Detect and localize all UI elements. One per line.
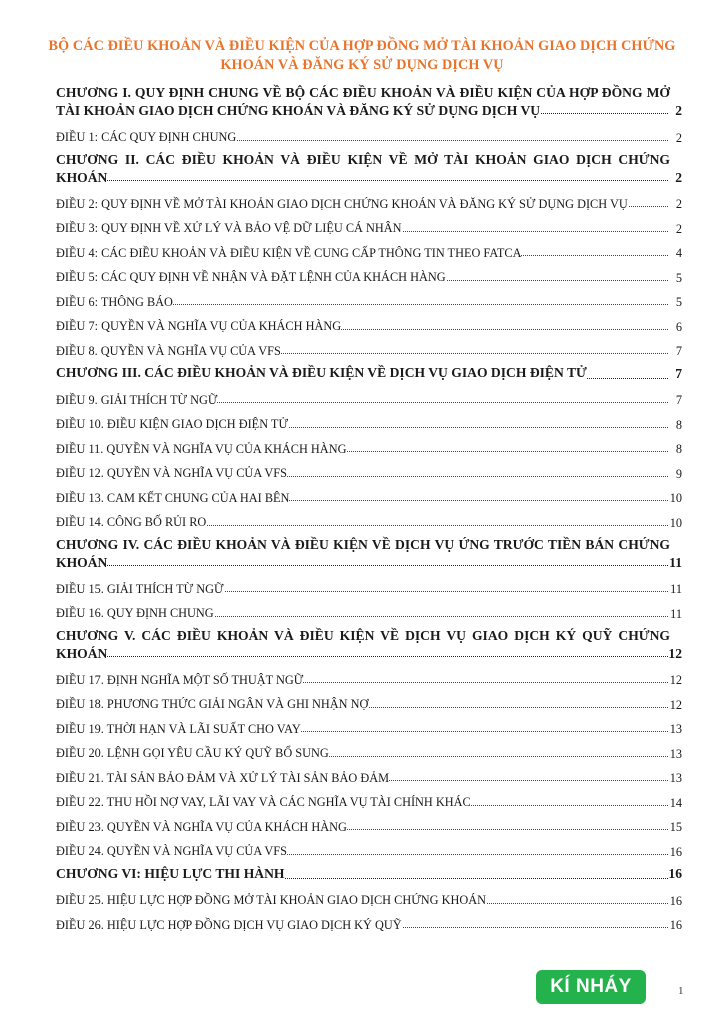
toc-entry-text: ĐIỀU 1: CÁC QUY ĐỊNH CHUNG — [56, 130, 237, 144]
toc-entry-text: ĐIỀU 18. PHƯƠNG THỨC GIẢI NGÂN VÀ GHI NHẬN NỢ — [56, 697, 369, 711]
toc-page-number: 10 — [669, 491, 682, 505]
toc-page-number: 12 — [669, 673, 682, 687]
toc-entry-text: ĐIỀU 20. LỆNH GỌI YÊU CẦU KÝ QUỸ BỔ SUNG — [56, 746, 329, 760]
toc-entry-text: ĐIỀU 8. QUYỀN VÀ NGHĨA VỤ CỦA VFS — [56, 343, 281, 358]
toc-entry-text: ĐIỀU 12. QUYỀN VÀ NGHĨA VỤ CỦA VFS — [56, 466, 287, 480]
toc-item[interactable] — [56, 791, 686, 816]
toc-entry-text: ĐIỀU 25. HIỆU LỰC HỢP ĐỒNG MỞ TÀI KHOẢN GIAO DỊCH CHỨNG KHOÁN — [56, 893, 486, 907]
toc-page-number: 13 — [669, 771, 682, 785]
toc-entry-text: ĐIỀU 7: QUYỀN VÀ NGHĨA VỤ CỦA KHÁCH HÀNG — [56, 319, 342, 333]
toc-page-number: 7 — [675, 393, 682, 407]
toc-item[interactable] — [56, 889, 686, 914]
toc-item[interactable] — [56, 578, 686, 603]
toc-page-number: 5 — [675, 295, 682, 309]
toc-page-number: 16 — [668, 866, 682, 881]
toc-item[interactable] — [56, 340, 686, 365]
toc-item[interactable] — [56, 816, 686, 841]
toc-page-number: 7 — [675, 365, 682, 381]
toc-page-number: 13 — [669, 746, 682, 761]
toc-entry-text: ĐIỀU 15. GIẢI THÍCH TỪ NGỮ — [56, 581, 224, 596]
dot-leader — [56, 565, 668, 566]
toc-entry-text: ĐIỀU 21. TÀI SẢN BẢO ĐẢM VÀ XỬ LÝ TÀI SẢN BẢO ĐẢM — [56, 770, 390, 785]
toc-entry-text: ĐIỀU 11. QUYỀN VÀ NGHĨA VỤ CỦA KHÁCH HÀNG — [56, 441, 347, 456]
toc-item[interactable] — [56, 242, 686, 267]
toc-page-number: 14 — [669, 795, 682, 810]
toc-item[interactable] — [56, 462, 686, 487]
toc-page-number: 7 — [675, 344, 682, 358]
toc-entry-text: ĐIỀU 6: THÔNG BÁO — [56, 294, 173, 309]
toc-page-number: 5 — [675, 270, 682, 285]
toc-entry-text: ĐIỀU 19. THỜI HẠN VÀ LÃI SUẤT CHO VAY — [56, 721, 301, 736]
toc-item[interactable] — [56, 840, 686, 865]
toc-page-number: 6 — [675, 319, 682, 334]
toc-page-number: 12 — [668, 645, 682, 661]
toc-item[interactable] — [56, 669, 686, 694]
toc-page-number: 11 — [670, 606, 682, 621]
toc-page-number: 16 — [669, 918, 682, 932]
toc-page-number: 16 — [669, 844, 682, 859]
toc-chapter[interactable] — [56, 627, 686, 663]
toc-page-number: 2 — [675, 103, 682, 118]
toc-chapter[interactable] — [56, 536, 686, 572]
toc-chapter[interactable] — [56, 364, 686, 389]
toc-entry-text: ĐIỀU 10. ĐIỀU KIỆN GIAO DỊCH ĐIỆN TỬ — [56, 417, 288, 431]
toc-page-number: 2 — [675, 221, 682, 236]
toc-entry-text: ĐIỀU 26. HIỆU LỰC HỢP ĐỒNG DỊCH VỤ GIAO DỊCH KÝ QUỸ — [56, 917, 402, 932]
toc-entry-text: ĐIỀU 23. QUYỀN VÀ NGHĨA VỤ CỦA KHÁCH HÀNG — [56, 819, 347, 834]
toc-item[interactable] — [56, 315, 686, 340]
toc-entry-text: ĐIỀU 13. CAM KẾT CHUNG CỦA HAI BÊN — [56, 490, 290, 505]
toc-item[interactable] — [56, 742, 686, 767]
toc-entry-text: CHƯƠNG IV. CÁC ĐIỀU KHOẢN VÀ ĐIỀU KIỆN VỀ DỊCH VỤ ỨNG TRƯỚC TIỀN BÁN CHỨNG KHOÁN — [56, 536, 670, 570]
toc-entry-text: ĐIỀU 2: QUY ĐỊNH VỀ MỞ TÀI KHOẢN GIAO DỊCH CHỨNG KHOÁN VÀ ĐĂNG KÝ SỬ DỤNG DỊCH VỤ — [56, 196, 628, 211]
toc-page-number: 4 — [675, 246, 682, 260]
toc-page-number: 11 — [669, 554, 682, 570]
toc-entry-text: ĐIỀU 24. QUYỀN VÀ NGHĨA VỤ CỦA VFS — [56, 844, 287, 858]
toc-item[interactable] — [56, 767, 686, 792]
toc-entry-text: CHƯƠNG III. CÁC ĐIỀU KHOẢN VÀ ĐIỀU KIỆN VỀ DỊCH VỤ GIAO DỊCH ĐIỆN TỬ — [56, 365, 587, 380]
toc-entry-text: ĐIỀU 17. ĐỊNH NGHĨA MỘT SỐ THUẬT NGỮ — [56, 672, 304, 687]
toc-entry-text: CHƯƠNG I. QUY ĐỊNH CHUNG VỀ BỘ CÁC ĐIỀU KHOẢN VÀ ĐIỀU KIỆN CỦA HỢP ĐỒNG MỞ TÀI KHOẢN GIAO DỊCH CHỨNG KHOÁN VÀ ĐĂNG KÝ SỬ DỤNG DỊCH VỤ — [56, 85, 670, 118]
toc-item[interactable] — [56, 126, 686, 151]
toc-page-number: 9 — [675, 466, 682, 481]
toc-item[interactable] — [56, 511, 686, 536]
page-number: 1 — [678, 985, 684, 997]
toc-entry-text: ĐIỀU 3: QUY ĐỊNH VỀ XỬ LÝ VÀ BẢO VỆ DỮ LIỆU CÁ NHÂN — [56, 221, 402, 235]
toc-page-number: 13 — [669, 722, 682, 736]
toc-item[interactable] — [56, 291, 686, 316]
toc-item[interactable] — [56, 193, 686, 218]
toc-item[interactable] — [56, 602, 686, 627]
toc-item[interactable] — [56, 693, 686, 718]
toc-item[interactable] — [56, 718, 686, 743]
toc-page-number: 15 — [669, 820, 682, 834]
toc-entry-text: ĐIỀU 16. QUY ĐỊNH CHUNG — [56, 606, 214, 620]
toc-entry-text: ĐIỀU 9. GIẢI THÍCH TỪ NGỮ — [56, 392, 218, 407]
toc-item[interactable] — [56, 413, 686, 438]
toc-entry-text: CHƯƠNG V. CÁC ĐIỀU KHOẢN VÀ ĐIỀU KIỆN VỀ DỊCH VỤ GIAO DỊCH KÝ QUỸ CHỨNG KHOÁN — [56, 627, 670, 661]
toc-chapter[interactable] — [56, 84, 686, 120]
toc-item[interactable] — [56, 389, 686, 414]
toc-entry-text: ĐIỀU 14. CÔNG BỐ RỦI RO — [56, 515, 207, 529]
ki-nhay-badge[interactable]: KÍ NHÁY — [536, 970, 646, 1004]
toc-chapter[interactable] — [56, 151, 686, 187]
toc-page-number: 16 — [669, 893, 682, 908]
toc-page-number: 2 — [675, 130, 682, 145]
dot-leader — [56, 656, 668, 657]
toc-entry-text: CHƯƠNG II. CÁC ĐIỀU KHOẢN VÀ ĐIỀU KIỆN VỀ MỞ TÀI KHOẢN GIAO DỊCH CHỨNG KHOÁN — [56, 151, 670, 185]
toc-item[interactable] — [56, 487, 686, 512]
toc-item[interactable] — [56, 438, 686, 463]
table-of-contents — [56, 84, 686, 938]
toc-page-number: 8 — [675, 442, 682, 456]
toc-entry-text: ĐIỀU 4: CÁC ĐIỀU KHOẢN VÀ ĐIỀU KIỆN VỀ CUNG CẤP THÔNG TIN THEO FATCA — [56, 245, 522, 260]
toc-entry-text: CHƯƠNG VI: HIỆU LỰC THI HÀNH — [56, 865, 285, 881]
document-title: BỘ CÁC ĐIỀU KHOẢN VÀ ĐIỀU KIỆN CỦA HỢP ĐỒNG MỞ TÀI KHOẢN GIAO DỊCH CHỨNG KHOÁN VÀ ĐĂNG KÝ SỬ DỤNG DỊCH VỤ — [48, 38, 676, 73]
toc-item[interactable] — [56, 217, 686, 242]
toc-item[interactable] — [56, 914, 686, 939]
toc-page-number: 12 — [669, 697, 682, 712]
toc-page-number: 2 — [675, 169, 682, 185]
toc-page-number: 2 — [675, 197, 682, 211]
toc-page-number: 8 — [675, 417, 682, 432]
toc-page-number: 10 — [669, 515, 682, 530]
toc-item[interactable] — [56, 266, 686, 291]
toc-entry-text: ĐIỀU 5: CÁC QUY ĐỊNH VỀ NHẬN VÀ ĐẶT LỆNH CỦA KHÁCH HÀNG — [56, 270, 446, 284]
toc-entry-text: ĐIỀU 22. THU HỒI NỢ VAY, LÃI VAY VÀ CÁC NGHĨA VỤ TÀI CHÍNH KHÁC — [56, 795, 471, 809]
dot-leader — [56, 180, 668, 181]
toc-chapter[interactable] — [56, 865, 686, 890]
toc-page-number: 11 — [670, 582, 682, 596]
